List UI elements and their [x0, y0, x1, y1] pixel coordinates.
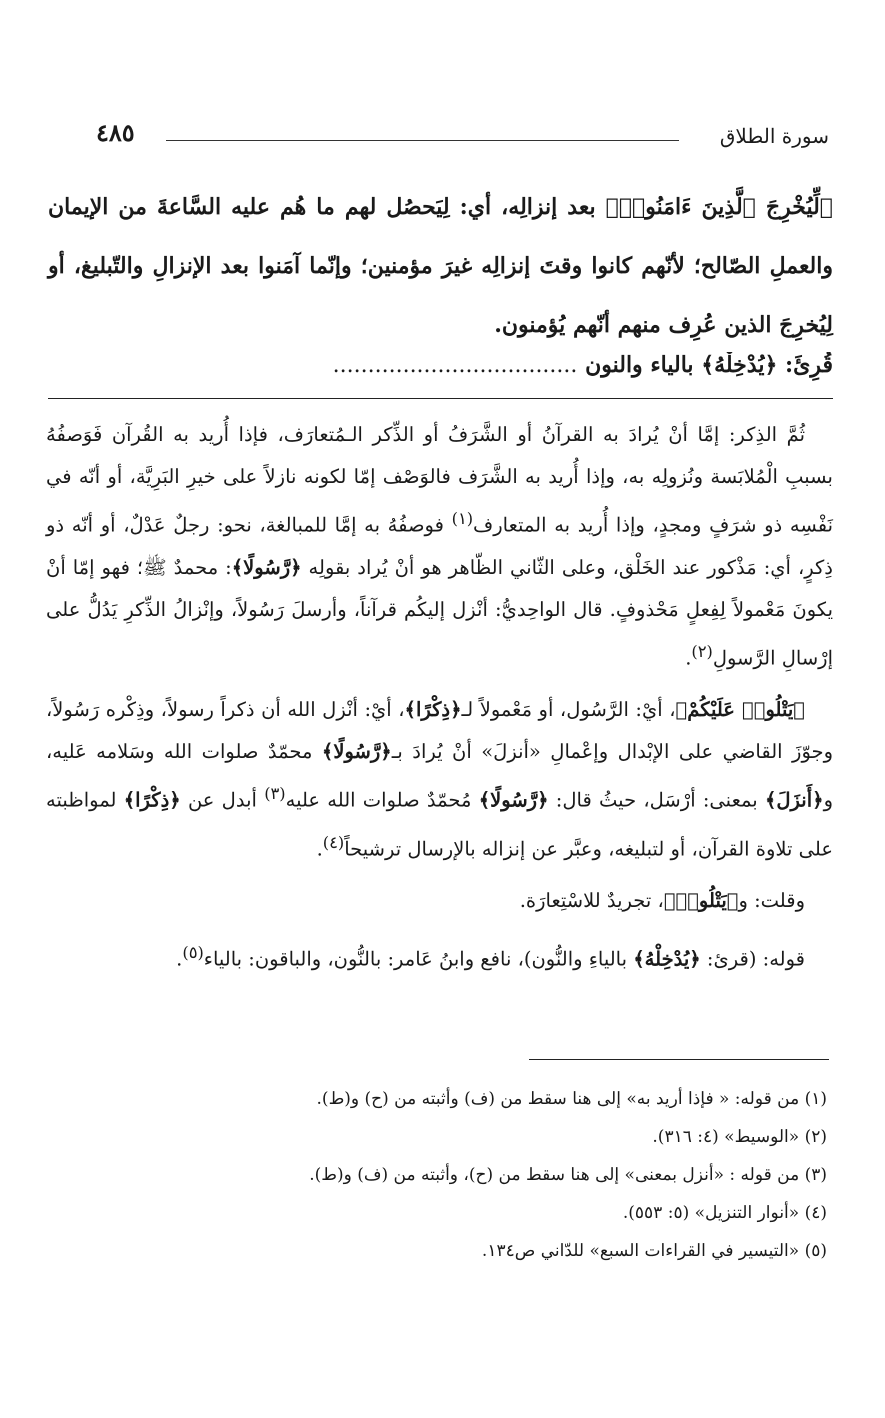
verse-quote: ﴿يُدْخِلْهُ﴾: [633, 947, 701, 971]
footnote: (١) من قوله: « فإذا أريد به» إلى هنا سقط من (ف) وأثبته من (ح) و(ط).: [316, 1089, 827, 1109]
verse-quote: ﴿ذِكْرًا﴾: [123, 788, 181, 812]
main-paragraph-text: بعد إنزالِه، أي: لِيَحصُل لهم ما هُم عليه السَّاعةَ من الإيمان والعملِ الصّالح؛ لأنّهم كانوا وقتَ إنزالِه غيرَ مؤمنين؛ وإنّما آمَنوا بعد الإنزالِ والتّبليغ، أو لِيُخرِجَ الذين عُرِف منهم أنّهم يُؤمنون.: [48, 194, 833, 338]
page-header: [96, 118, 829, 162]
verse-quote: ﴿رَّسُولًا﴾: [231, 555, 302, 579]
commentary-text: .: [176, 947, 183, 971]
footnote: (٢) «الوسيط» (٤: ٣١٦).: [652, 1127, 827, 1147]
commentary-text: بالياءِ والنُّون)، نافع وابنُ عَامر: بالنُّون، والباقون: بالياء: [203, 947, 634, 971]
commentary-paragraph: [46, 880, 833, 922]
commentary-text: بمعنى: أرْسَل، حيثُ قال:: [548, 788, 765, 812]
commentary-text: محمّدٌ صلوات الله وسَلامه عَليه، و: [46, 740, 833, 812]
footnote-ref: (٤): [322, 832, 345, 852]
verse-quote: ﴿يَتْلُوا۟﴾: [663, 889, 739, 912]
commentary-paragraph: [46, 932, 833, 981]
verse-quote: ﴿رَّسُولًا﴾: [478, 788, 549, 812]
commentary-text: ، أيْ: الرَّسُول، أو مَعْمولاً لـ: [461, 698, 676, 721]
footnote: (٣) من قوله : «أنزل بمعنى» إلى هنا سقط من (ح)، وأثبته من (ف) و(ط).: [309, 1165, 827, 1185]
surah-title: سورة الطلاق: [719, 124, 829, 148]
footnote-ref: (٥): [182, 943, 204, 962]
commentary-text: : محمدٌ ﷺ؛ فهو إمّا أنْ يكونَ مَعْمولاً لِفِعلٍ مَحْذوفٍ. قال الواحِديُّ: أنْزل إليكُم قرآناً، وأرسلَ رَسُولاً، وإنْزالُ الذِّكرِ يَدُلُّ على إرْسالِ الرَّسولِ: [46, 555, 833, 669]
commentary-text: لمواظبته على تلاوة القرآن، أو لتبليغه، وعبَّر عن إنزاله بالإرسال ترشيحاً: [46, 788, 833, 860]
verse-quote: ﴿رَّسُولًا﴾: [321, 740, 392, 763]
commentary-text: قوله: (قرئ:: [700, 947, 805, 971]
reading-heading-text: قُرِئَ: ﴿يُدْخِلْهُ﴾ بالياء والنون: [585, 352, 833, 378]
commentary-text: ، أيْ: أنْزل الله أن ذكراً رسولاً، وذِكْره رَسُولاً، وجوّزَ القاضي على الإبْدال وإعْمالِ «أنزلَ» أنْ يُرادَ بـ: [46, 698, 833, 763]
commentary-text: ثُمَّ الذِكر: إمَّا أنْ يُرادَ به القرآنُ أو الشَّرَفُ أو الذِّكر الـمُتعارَف، فإذا أُريد به القُرآن فَوَصفُهُ بسببِ الْمُلابَسة ونُزولِه به، وإذا أُريد به الشَّرَف فالوَصْف إمّا لكونه نازلاً على خيرِ البَرِيَّة، أو أنّه في نَفْسِه ذو شرَفٍ ومجدٍ، وإذا أُريد به المتعارف: [46, 423, 834, 537]
footnote-ref: (٢): [691, 641, 713, 661]
commentary: [46, 414, 833, 991]
footnote: (٥) «التيسير في القراءات السبع» للدّاني ص١٣٤.: [481, 1241, 827, 1261]
footnote-ref: (١): [451, 509, 474, 528]
footnote: (٤) «أنوار التنزيل» (٥: ٥٥٣).: [622, 1203, 827, 1223]
footnote-ref: (٣): [264, 784, 286, 803]
commentary-paragraph: [46, 414, 833, 679]
commentary-text: أبدل عن: [180, 788, 265, 812]
footnotes: [60, 1080, 827, 1270]
commentary-text: ، تجريدٌ للاسْتِعارَة.: [519, 889, 664, 912]
commentary-text: .: [685, 646, 692, 669]
commentary-text: وقلت: و: [738, 889, 805, 912]
verse-quote: ﴿ذِكْرًا﴾: [404, 698, 462, 721]
page-number: ٤٨٥: [96, 118, 135, 147]
reading-heading-dots: ...................................: [332, 353, 578, 378]
verse-quote: ﴿أَنزَلَ﴾: [764, 788, 824, 812]
verse-quote: ﴿لِّيُخْرِجَ ٱلَّذِينَ ءَامَنُوا۟﴾: [605, 194, 834, 220]
section-divider: [48, 398, 833, 399]
commentary-text: .: [316, 837, 323, 860]
header-rule: [166, 140, 679, 141]
commentary-text: فوصفُهُ به إمَّا للمبالغة، نحو: رجلٌ عَدْلٌ، أو أنّه ذو ذِكرٍ، أي: مَذْكور عند الخَلْق، وعلى الثّاني الظّاهر هو أنْ يُراد بقولِه: [46, 513, 833, 579]
main-paragraph: [48, 178, 833, 355]
commentary-paragraph: [46, 689, 833, 870]
reading-heading: [128, 352, 833, 392]
commentary-text: مُحمّدٌ صلوات الله عليه: [285, 788, 479, 812]
verse-quote: ﴿يَتْلُوا۟ عَلَيْكُمْ﴾: [675, 698, 806, 721]
footnote-divider: [529, 1059, 829, 1060]
